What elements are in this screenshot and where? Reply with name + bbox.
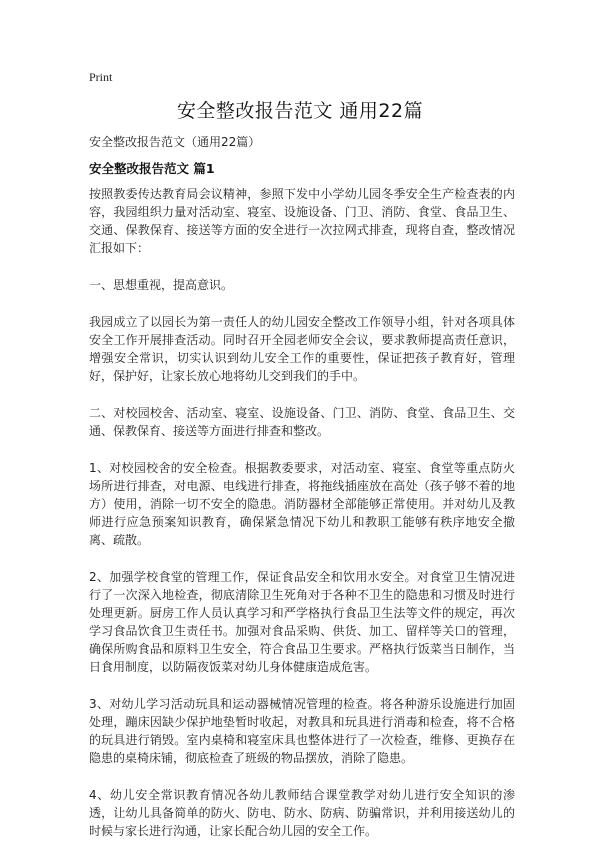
paragraph-intro: 按照教委传达教育局会议精神，参照下发中小学幼儿园冬季安全生产检查表的内容，我园组织力量对活动室、寝室、设施设备、门卫、消防、食堂、食品卫生、交通、保教保育、接送等方面的安全进行一次拉网式排查，现将自查，整改情况汇报如下： xyxy=(89,187,515,255)
section-heading: 安全整改报告范文 篇1 xyxy=(89,161,215,176)
paragraph-canteen: 2、加强学校食堂的管理工作，保证食品安全和饮用水安全。对食堂卫生情况进行了一次深入地检查，彻底清除卫生死角对于各种不卫生的隐患和习惯及时进行处理更新。厨房工作人员认真学习和严学格执行食品卫生法等文件的规定，再次学习食品饮食卫生责任书。加强对食品采购、供货、加工、留样等关口的管理，确保所购食品和原料卫生安全，符合食品卫生要求。严格执行饭菜当日制作，当日食用制度，以防隔夜饭菜对幼儿身体健康造成危害。 xyxy=(89,570,515,674)
paragraph-campus-check: 1、对校园校舍的安全检查。根据教委要求，对活动室、寝室、食堂等重点防火场所进行排查，对电源、电线进行排查，将拖线插座放在高处（孩子够不着的地方）使用，消除一切不安全的隐患。消防器材全部能够正常使用。并对幼儿及教师进行应急预案知识教育，确保紧急情况下幼儿和教职工能够有秩序地安全撤离、疏散。 xyxy=(89,461,515,547)
paragraph-toys: 3、对幼儿学习活动玩具和运动器械情况管理的检查。将各种游乐设施进行加固处理，蹦床因缺少保护地垫暂时收起，对教具和玩具进行消毒和检查，将不合格的玩具进行销毁。室内桌椅和寝室床具也整体进行了一次检查，维修、更换存在隐患的桌椅床铺，彻底检查了班级的物品摆放，消除了隐患。 xyxy=(89,697,515,765)
paragraph-heading-1: 一、思想重视，提高意识。 xyxy=(89,278,234,292)
paragraph-education: 4、幼儿安全常识教育情况各幼儿教师结合课堂教学对幼儿进行安全知识的渗透，让幼儿具备简单的防火、防电、防水、防病、防骗常识，并利用接送幼儿的时候与家长进行沟通，让家长配合幼儿园的安全工作。 xyxy=(89,788,515,838)
document-body xyxy=(89,185,515,859)
document-subtitle: 安全整改报告范文（通用22篇） xyxy=(89,135,261,149)
document-title: 安全整改报告范文 通用22篇 xyxy=(176,100,424,122)
print-link[interactable]: Print xyxy=(89,70,113,84)
paragraph-leadership: 我园成立了以园长为第一责任人的幼儿园安全整改工作领导小组，针对各项具体安全工作开展排查活动。同时召开全园老师安全会议，要求教师提高责任意识，增强安全常识，切实认识到幼儿安全工作的重要性，保证把孩子教育好，管理好，保护好，让家长放心地将幼儿交到我们的手中。 xyxy=(89,315,515,383)
paragraph-heading-2: 二、对校园校舍、活动室、寝室、设施设备、门卫、消防、食堂、食品卫生、交通、保教保育、接送等方面进行排查和整改。 xyxy=(89,406,515,438)
